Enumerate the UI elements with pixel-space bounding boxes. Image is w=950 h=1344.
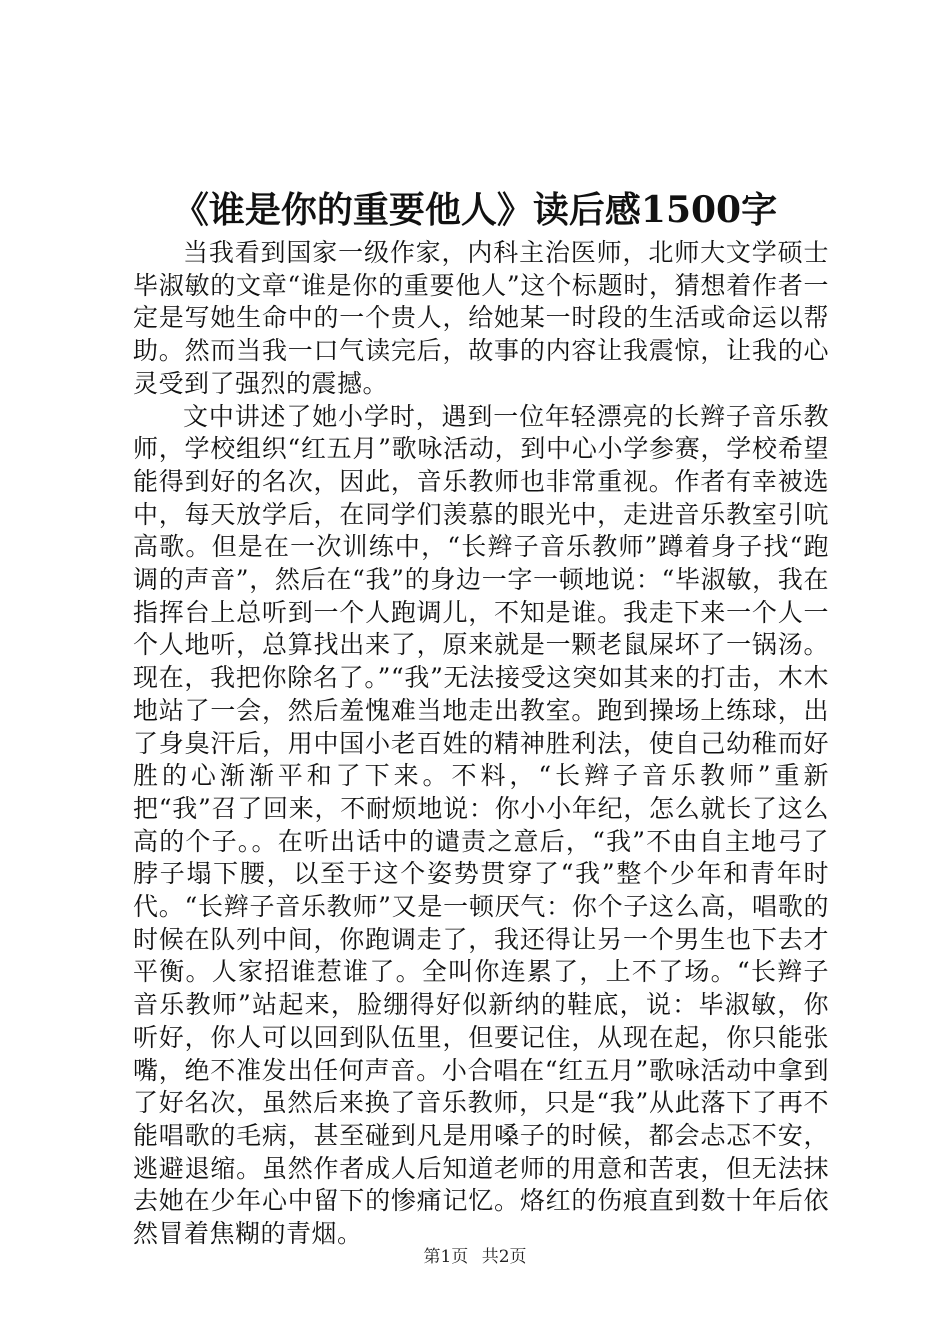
document-title: 《谁是你的重要他人》读后感1500字 [172, 189, 778, 231]
paragraph: 当我看到国家一级作家，内科主治医师，北师大文学硕士毕淑敏的文章“谁是你的重要他人”这个标题时，猜想着作者一定是写她生命中的一个贵人，给她某一时段的生活或命运以帮助。然而当我一口气读完后，故事的内容让我震惊，让我的心灵受到了强烈的震撼。 [133, 238, 829, 398]
document-body [133, 237, 829, 1251]
page-count: 共2页 [481, 1247, 527, 1267]
paragraph: 文中讲述了她小学时，遇到一位年轻漂亮的长辫子音乐教师，学校组织“红五月”歌咏活动，到中心小学参赛，学校希望能得到好的名次，因此，音乐教师也非常重视。作者有幸被选中，每天放学后，在同学们羡慕的眼光中，走进音乐教室引吭高歌。但是在一次训练中，“长辫子音乐教师”蹲着身子找“跑调的声音”，然后在“我”的身边一字一顿地说：“毕淑敏，我在指挥台上总听到一个人跑调儿，不知是谁。我走下来一个人一个人地听，总算找出来了，原来就是一颗老鼠屎坏了一锅汤。现在，我把你除名了。”“我”无法接受这突如其来的打击，木木地站了一会，然后羞愧难当地走出教室。跑到操场上练球，出了身臭汗后，用中国小老百姓的精神胜利法，使自己幼稚而好胜的心渐渐平和了下来。不料，“长辫子音乐教师”重新把“我”召了回来，不耐烦地说：你小小年纪，怎么就长了这么高的个子。。在听出话中的谴责之意后，“我”不由自主地弓了脖子塌下腰，以至于这个姿势贯穿了“我”整个少年和青年时代。“长辫子音乐教师”又是一顿厌气：你个子这么高，唱歌的时候在队列中间，你跑调走了，我还得让另一个男生也下去才平衡。人家招谁惹谁了。全叫你连累了，上不了场。“长辫子音乐教师”站起来，脸绷得好似新纳的鞋底，说：毕淑敏，你听好，你人可以回到队伍里，但要记住，从现在起，你只能张嘴，绝不准发出任何声音。小合唱在“红五月”歌咏活动中拿到了好名次，虽然后来换了音乐教师，只是“我”从此落下了再不能唱歌的毛病，甚至碰到凡是用嗓子的时候，都会忐忑不安，逃避退缩。虽然作者成人后知道老师的用意和苦衷，但无法抹去她在少年心中留下的惨痛记忆。烙红的伤痕直到数十年后依然冒着焦糊的青烟。 [133, 401, 829, 1249]
page-number: 第1页 [423, 1247, 469, 1267]
page-footer [0, 1246, 950, 1268]
